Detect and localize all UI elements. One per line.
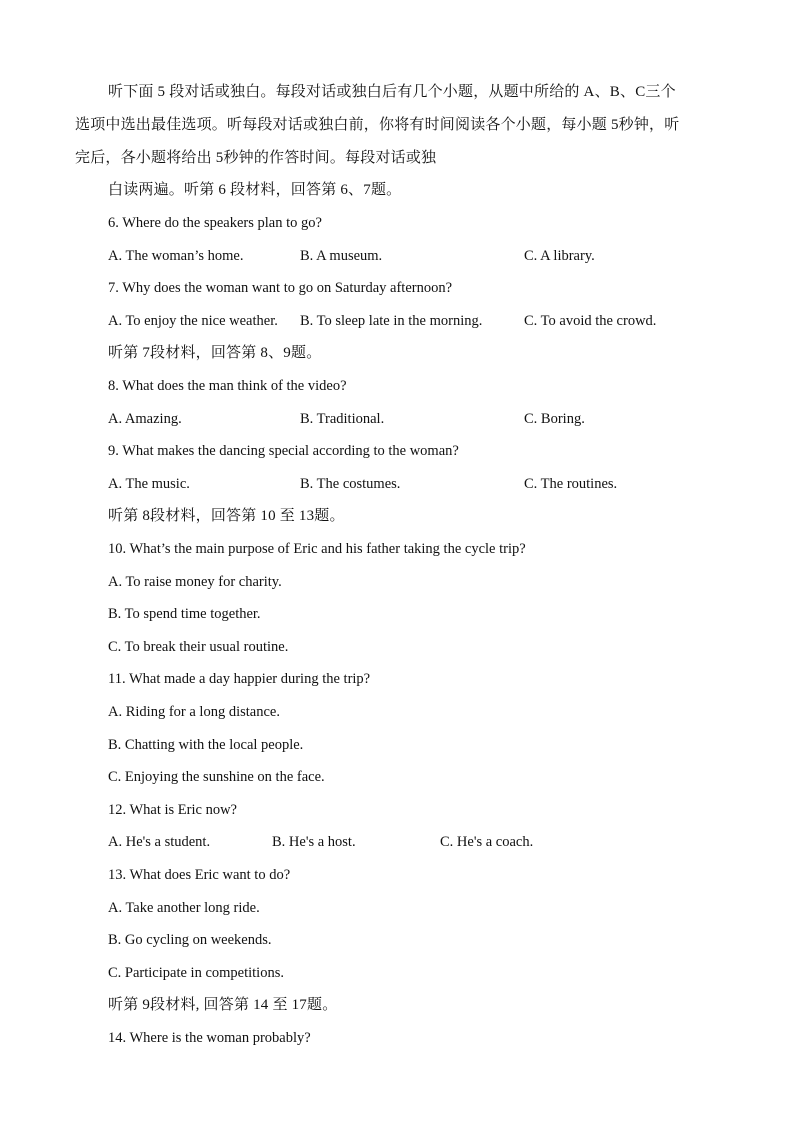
question-11-stem: 11. What made a day happier during the trip? [108,671,371,687]
question-12-stem: 12. What is Eric now? [108,802,237,818]
section-7-heading: 听第 7段材料，回答第 8、9题。 [108,345,322,361]
question-8-option-b: B. Traditional. [300,411,385,427]
question-8-option-a: A. Amazing. [108,411,182,427]
question-12-option-a: A. He's a student. [108,834,211,850]
question-7-option-c: C. To avoid the crowd. [524,313,657,329]
question-11-option-b: B. Chatting with the local people. [108,737,304,753]
question-10-option-a: A. To raise money for charity. [108,574,282,590]
question-13-option-a: A. Take another long ride. [108,900,260,916]
intro-line-2: 选项中选出最佳选项。听每段对话或独白前，你将有时间阅读各个小题，每小题 5秒钟，听 [75,117,680,133]
question-11-option-a: A. Riding for a long distance. [108,704,280,720]
intro-line-3: 完后，各小题将给出 5秒钟的作答时间。每段对话或独 [75,150,437,166]
intro-line-4: 白读两遍。听第 6 段材料，回答第 6、7题。 [108,182,402,198]
question-7-option-a: A. To enjoy the nice weather. [108,313,278,329]
question-14-stem: 14. Where is the woman probably? [108,1030,311,1046]
question-13-option-c: C. Participate in competitions. [108,965,284,981]
question-13-stem: 13. What does Eric want to do? [108,867,291,883]
question-10-option-b: B. To spend time together. [108,606,261,622]
question-9-stem: 9. What makes the dancing special according to the woman? [108,443,459,459]
section-8-heading: 听第 8段材料，回答第 10 至 13题。 [108,508,345,524]
question-6-stem: 6. Where do the speakers plan to go? [108,215,322,231]
question-9-option-a: A. The music. [108,476,190,492]
question-9-option-b: B. The costumes. [300,476,401,492]
question-12-option-c: C. He's a coach. [440,834,534,850]
question-6-option-b: B. A museum. [300,248,383,264]
question-10-stem: 10. What’s the main purpose of Eric and his father taking the cycle trip? [108,541,526,557]
question-10-option-c: C. To break their usual routine. [108,639,289,655]
question-6-option-a: A. The woman’s home. [108,248,244,264]
question-9-option-c: C. The routines. [524,476,618,492]
question-6-option-c: C. A library. [524,248,595,264]
question-12-option-b: B. He's a host. [272,834,356,850]
question-11-option-c: C. Enjoying the sunshine on the face. [108,769,325,785]
question-7-stem: 7. Why does the woman want to go on Saturday afternoon? [108,280,453,296]
question-7-option-b: B. To sleep late in the morning. [300,313,483,329]
question-8-option-c: C. Boring. [524,411,585,427]
question-8-stem: 8. What does the man think of the video? [108,378,347,394]
question-13-option-b: B. Go cycling on weekends. [108,932,272,948]
intro-line-1: 听下面 5 段对话或独白。每段对话或独白后有几个小题，从题中所给的 A、B、C三个 [108,84,676,100]
section-9-heading: 听第 9段材料, 回答第 14 至 17题。 [108,997,338,1013]
